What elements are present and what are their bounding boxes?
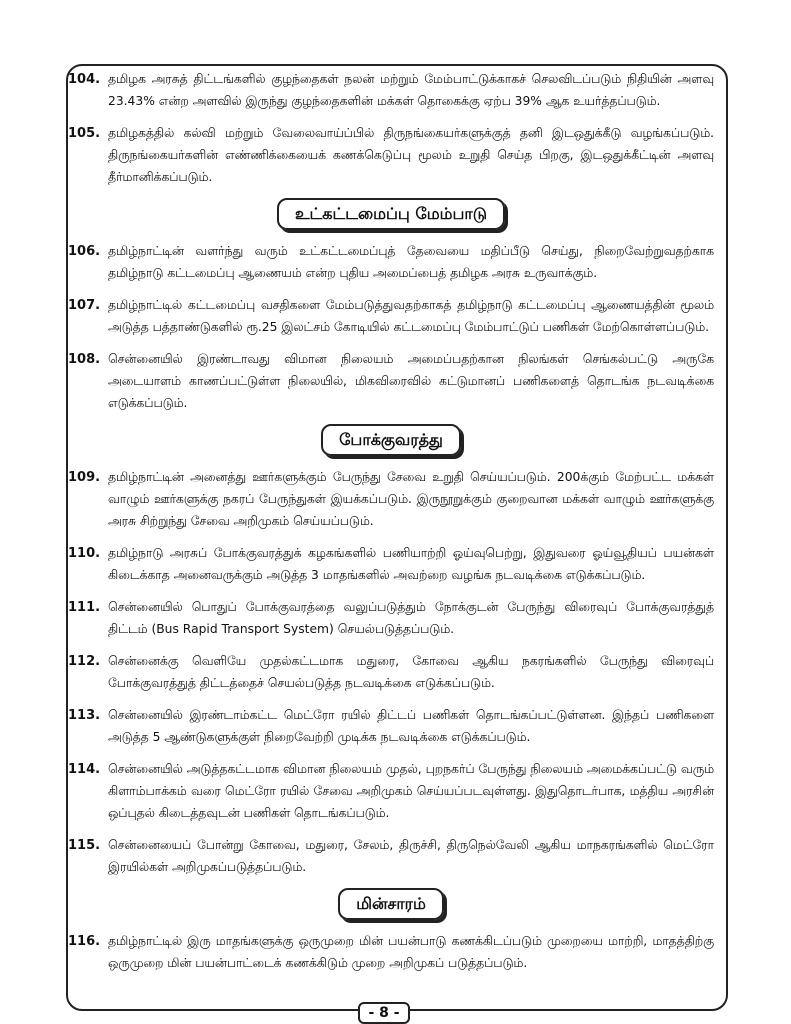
list-item — [68, 122, 714, 188]
item-text: தமிழ்நாட்டின் அனைத்து ஊர்களுக்கும் பேருந்து சேவை உறுதி செய்யப்படும். 200க்கும் மேற்பட்ட மக்கள் வாழும் ஊர்களுக்கு நகரப் பேருந்துகள் இயக்கப்படும். இருநூறுக்கும் குறைவான மக்கள் வாழும் ஊர்களுக்கு அரசு சிற்றுந்து சேவை அறிமுகம் செய்யப்படும். — [108, 470, 714, 528]
list-item — [68, 542, 714, 586]
item-number: 112. — [68, 654, 101, 669]
item-number: 104. — [68, 72, 101, 87]
section-heading-electricity: மின்சாரம் — [338, 888, 444, 920]
section-heading-transport: போக்குவரத்து — [321, 424, 461, 456]
item-text: சென்னையில் இரண்டாம்கட்ட மெட்ரோ ரயில் திட்டப் பணிகள் தொடங்கப்பட்டுள்ளன. இந்தப் பணிகளை அடுத்த 5 ஆண்டுகளுக்குள் நிறைவேற்றி முடிக்க நடவடிக்கை எடுக்கப்படும். — [108, 708, 714, 744]
item-number: 115. — [68, 838, 101, 853]
list-item — [68, 466, 714, 532]
page-number: - 8 - — [358, 1002, 410, 1024]
item-text: சென்னையில் இரண்டாவது விமான நிலையம் அமைப்பதற்கான நிலங்கள் செங்கல்பட்டு அருகே அடையாளம் காணப்பட்டுள்ள நிலையில், மிகவிரைவில் கட்டுமானப் பணிகளைத் தொடங்க நடவடிக்கை எடுக்கப்படும். — [108, 352, 714, 410]
item-number: 109. — [68, 470, 101, 485]
item-text: தமிழ்நாட்டின் வளர்ந்து வரும் உட்கட்டமைப்புத் தேவையை மதிப்பீடு செய்து, நிறைவேற்றுவதற்காக தமிழ்நாடு கட்டமைப்பு ஆணையம் என்ற புதிய அமைப்பைத் தமிழக அரசு உருவாக்கும். — [108, 244, 714, 280]
item-text: சென்னையைப் போன்று கோவை, மதுரை, சேலம், திருச்சி, திருநெல்வேலி ஆகிய மாநகரங்களில் மெட்ரோ இரயில்கள் அறிமுகப்படுத்தப்படும். — [108, 838, 714, 874]
list-item — [68, 596, 714, 640]
list-item — [68, 650, 714, 694]
list-item — [68, 68, 714, 112]
item-number: 107. — [68, 298, 101, 313]
item-number: 108. — [68, 352, 101, 367]
item-number: 105. — [68, 126, 101, 141]
item-text: தமிழ்நாட்டில் இரு மாதங்களுக்கு ஒருமுறை மின் பயன்பாடு கணக்கிடப்படும் முறையை மாற்றி, மாதத்திற்கு ஒருமுறை மின் பயன்பாட்டைக் கணக்கிடும் முறை அறிமுகப் படுத்தப்படும். — [108, 934, 714, 970]
item-number: 106. — [68, 244, 101, 259]
list-item — [68, 834, 714, 878]
list-item — [68, 294, 714, 338]
list-item — [68, 758, 714, 824]
item-text: தமிழ்நாடு அரசுப் போக்குவரத்துக் கழகங்களில் பணியாற்றி ஓய்வுபெற்று, இதுவரை ஓய்வூதியப் பயன்கள் கிடைக்காத அனைவருக்கும் அடுத்த 3 மாதங்களில் அவற்றை வழங்க நடவடிக்கை எடுக்கப்படும். — [108, 546, 714, 582]
section-heading-infrastructure: உட்கட்டமைப்பு மேம்பாடு — [277, 198, 505, 230]
item-number: 114. — [68, 762, 101, 777]
page-content — [68, 68, 714, 984]
item-text: சென்னையில் அடுத்தகட்டமாக விமான நிலையம் முதல், புறநகர்ப் பேருந்து நிலையம் அமைக்கப்பட்டு வரும் கிளாம்பாக்கம் வரை மெட்ரோ ரயில் சேவை அறிமுகம் செய்யப்படவுள்ளது. இதுதொடர்பாக, மத்திய அரசின் ஒப்புதல் கிடைத்தவுடன் பணிகள் தொடங்கப்படும். — [108, 762, 714, 820]
list-item — [68, 930, 714, 974]
list-item — [68, 704, 714, 748]
item-number: 113. — [68, 708, 101, 723]
list-item — [68, 240, 714, 284]
item-text: சென்னையில் பொதுப் போக்குவரத்தை வலுப்படுத்தும் நோக்குடன் பேருந்து விரைவுப் போக்குவரத்துத் திட்டம் (Bus Rapid Transport System) செயல்படுத்தப்படும். — [108, 600, 714, 636]
item-text: சென்னைக்கு வெளியே முதல்கட்டமாக மதுரை, கோவை ஆகிய நகரங்களில் பேருந்து விரைவுப் போக்குவரத்துத் திட்டத்தைச் செயல்படுத்த நடவடிக்கை எடுக்கப்படும். — [108, 654, 714, 690]
item-text: தமிழகத்தில் கல்வி மற்றும் வேலைவாய்ப்பில் திருநங்கையர்களுக்குத் தனி இடஒதுக்கீடு வழங்கப்படும். திருநங்கையர்களின் எண்ணிக்கையைக் கணக்கெடுப்பு மூலம் உறுதி செய்த பிறகு, இடஒதுக்கீட்டின் அளவு தீர்மானிக்கப்படும். — [108, 126, 714, 184]
item-number: 111. — [68, 600, 101, 615]
item-number: 110. — [68, 546, 101, 561]
item-number: 116. — [68, 934, 101, 949]
item-text: தமிழ்நாட்டில் கட்டமைப்பு வசதிகளை மேம்படுத்துவதற்காகத் தமிழ்நாடு கட்டமைப்பு ஆணையத்தின் மூலம் அடுத்த பத்தாண்டுகளில் ரூ.25 இலட்சம் கோடியில் கட்டமைப்பு மேம்பாட்டுப் பணிகள் மேற்கொள்ளப்படும். — [108, 298, 714, 334]
list-item — [68, 348, 714, 414]
item-text: தமிழக அரசுத் திட்டங்களில் குழந்தைகள் நலன் மற்றும் மேம்பாட்டுக்காகச் செலவிடப்படும் நிதியின் அளவு 23.43% என்ற அளவில் இருந்து குழந்தைகளின் மக்கள் தொகைக்கு ஏற்ப 39% ஆக உயர்த்தப்படும். — [108, 72, 714, 108]
